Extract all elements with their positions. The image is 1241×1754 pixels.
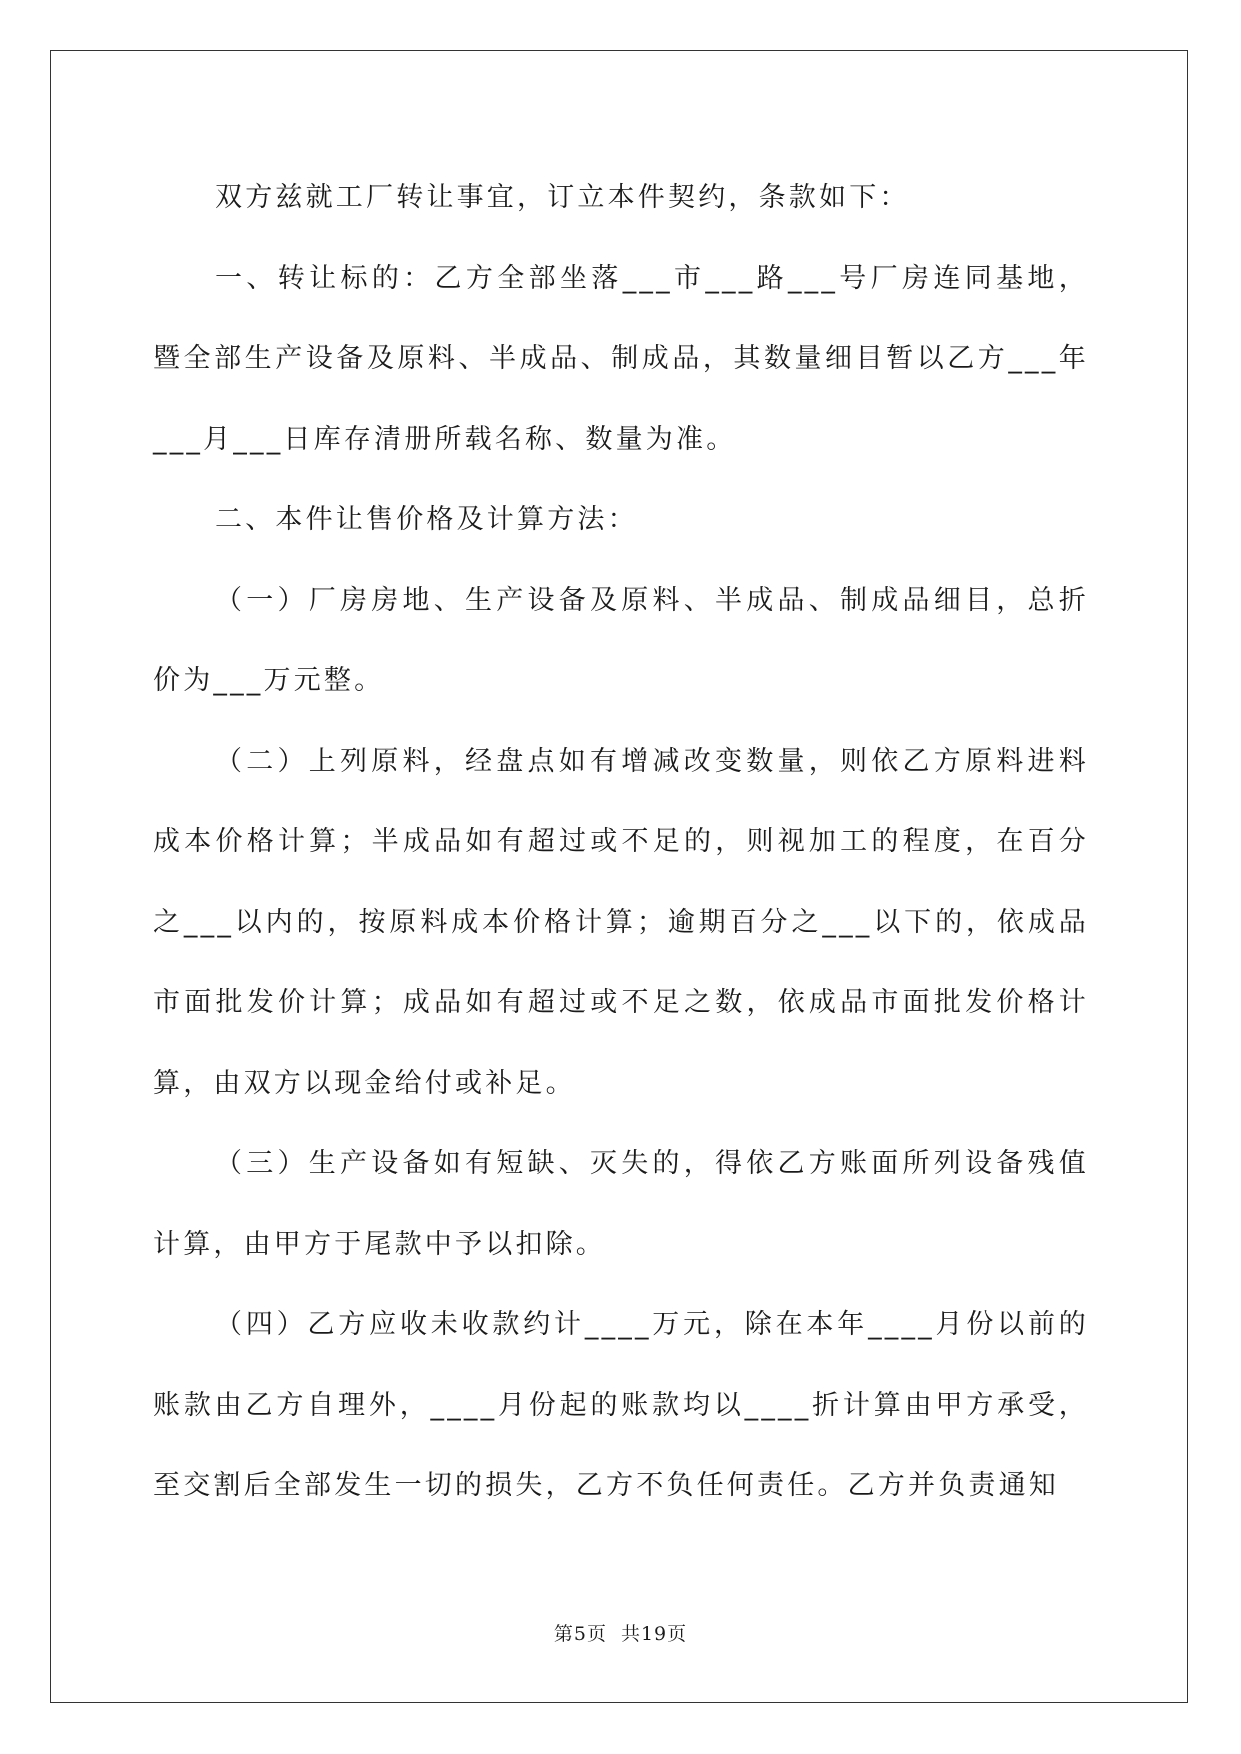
paragraph-clause-2-4: （四）乙方应收未收款约计____万元，除在本年____月份以前的账款由乙方自理外，____月份起的账款均以____折计算由甲方承受，至交割后全部发生一切的损失，乙方不负任何责任。乙方并负责通知 (153, 1309, 1089, 1501)
page-number: 第5页 (553, 1623, 607, 1645)
page-footer (0, 1619, 1241, 1646)
page-total: 共19页 (620, 1623, 688, 1645)
paragraph-clause-2-2: （二）上列原料，经盘点如有增减改变数量，则依乙方原料进料成本价格计算；半成品如有超过或不足的，则视加工的程度，在百分之___以内的，按原料成本价格计算；逾期百分之___以下的，依成品市面批发价计算；成品如有超过或不足之数，依成品市面批发价格计算，由双方以现金给付或补足。 (153, 745, 1089, 1099)
document-body (153, 158, 1089, 1527)
paragraph-clause-2-1: （一）厂房房地、生产设备及原料、半成品、制成品细目，总折价为___万元整。 (153, 584, 1089, 696)
paragraph-clause-2-3: （三）生产设备如有短缺、灭失的，得依乙方账面所列设备残值计算，由甲方于尾款中予以扣除。 (153, 1148, 1089, 1260)
paragraph-clause-2: 二、本件让售价格及计算方法： (215, 504, 638, 535)
paragraph-clause-1: 一、转让标的：乙方全部坐落___市___路___号厂房连同基地，暨全部生产设备及原料、半成品、制成品，其数量细目暂以乙方___年___月___日库存清册所载名称、数量为准。 (153, 262, 1089, 455)
paragraph-intro: 双方兹就工厂转让事宜，订立本件契约，条款如下： (215, 182, 910, 213)
